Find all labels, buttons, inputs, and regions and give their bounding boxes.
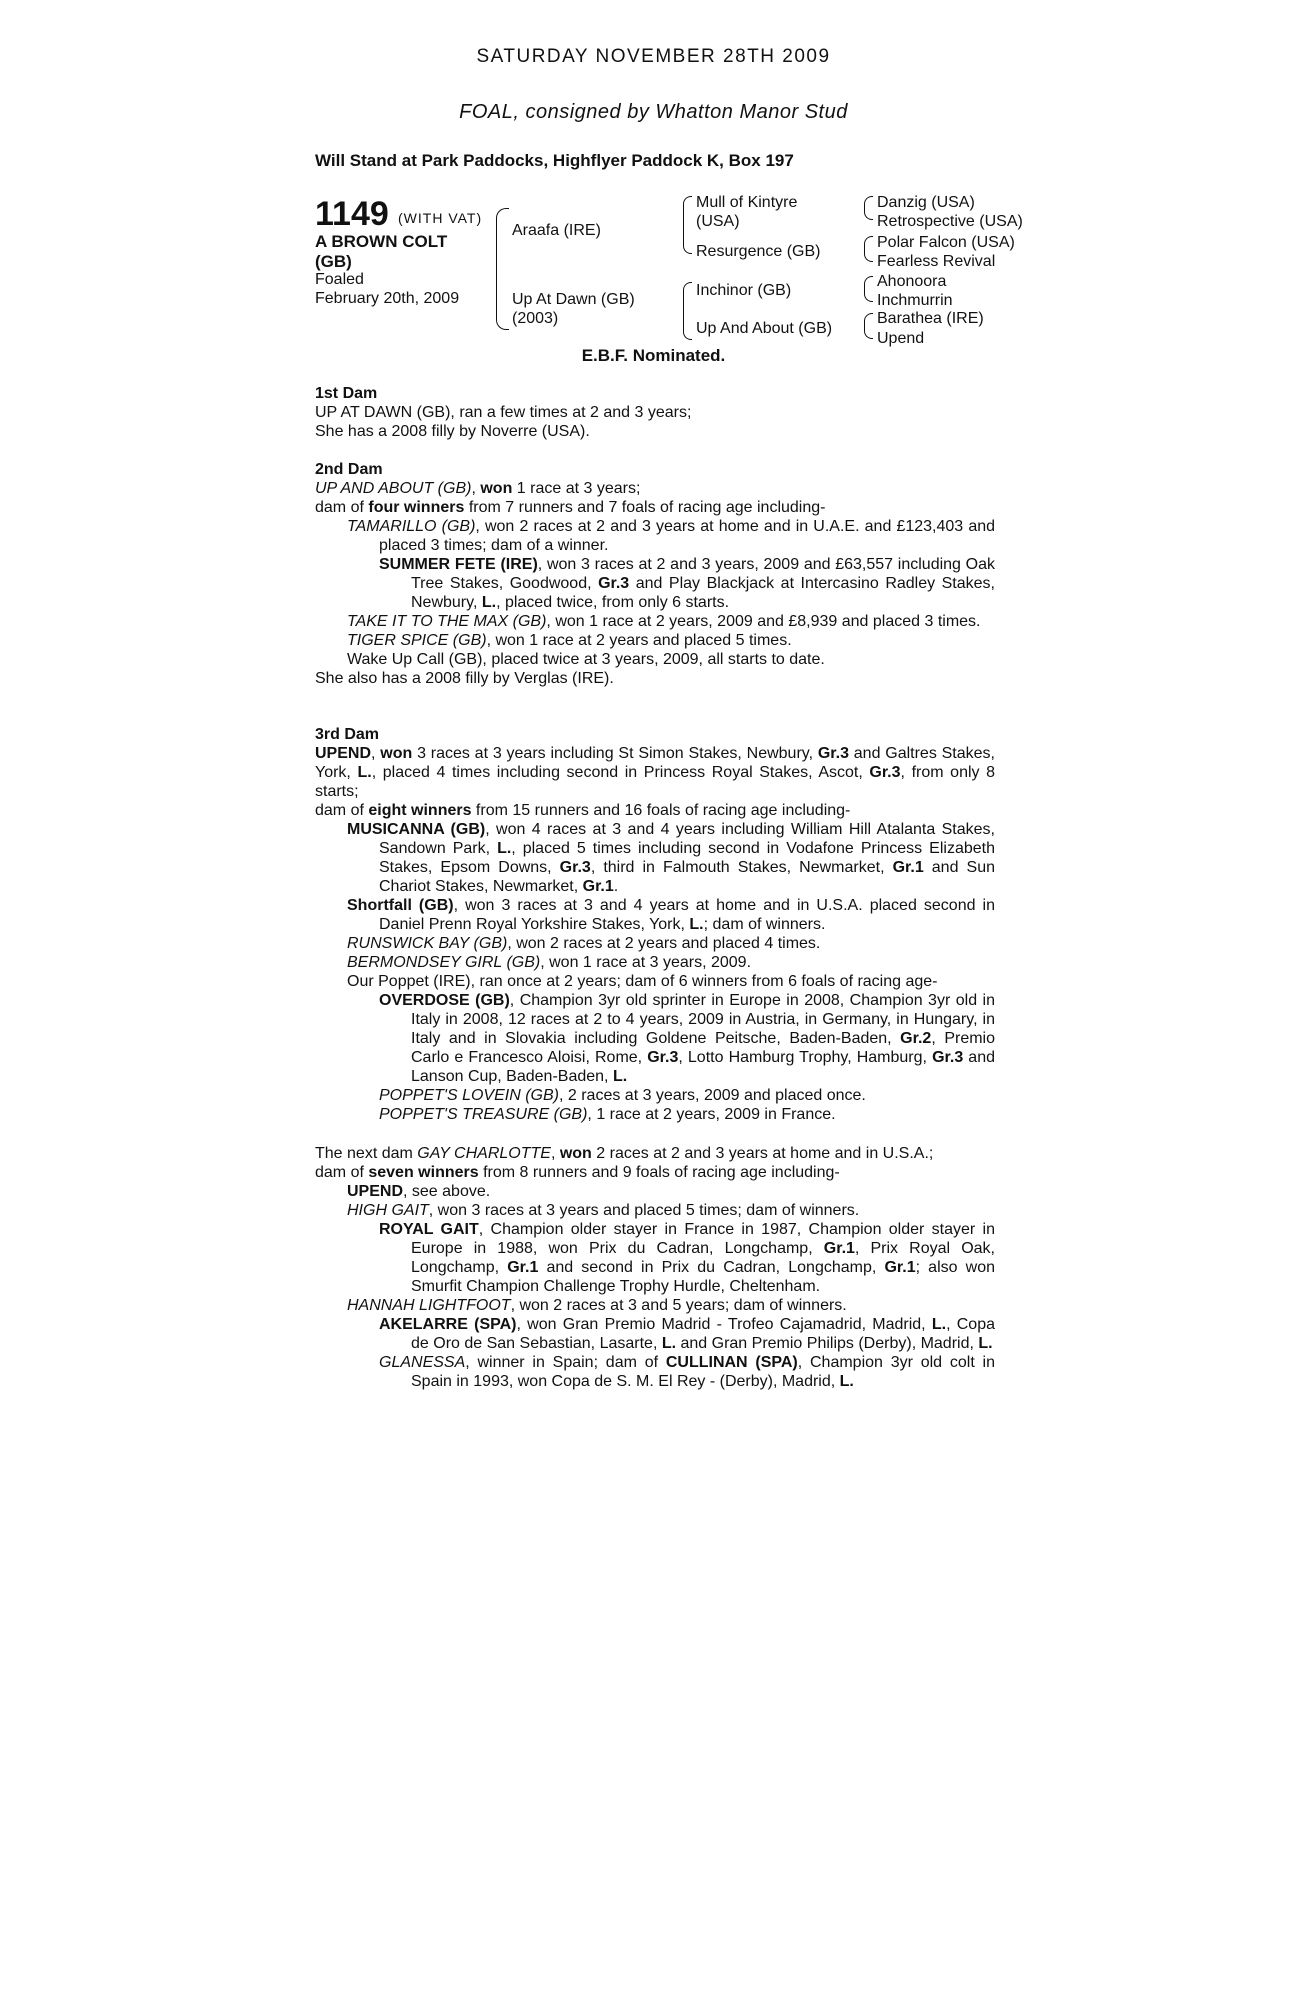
first-dam-heading: 1st Dam (315, 385, 378, 402)
produce-musicanna: MUSICANNA (GB), won 4 races at 3 and 4 years including William Hill Atalanta Stakes, Sandown Park, L., placed 5 times including second in Vodafone Princess Elizabeth Stakes, Epsom Downs, Gr.3, third in Falmouth Stakes, Newmarket, Gr.1 and Sun Chariot Stakes, Newmarket, Gr.1. (347, 821, 995, 895)
pedigree-sire-dam: Resurgence (GB) (696, 243, 821, 260)
next-dam-produce-summary: dam of seven winners from 8 runners and 9 foals of racing age including- (315, 1164, 840, 1181)
produce-take-it-to-the-max: TAKE IT TO THE MAX (GB), won 1 race at 2 years, 2009 and £8,939 and placed 3 times. (347, 613, 981, 630)
second-dam-record: UP AND ABOUT (GB), won 1 race at 3 years; (315, 480, 641, 497)
first-dam-line2: She has a 2008 filly by Noverre (USA). (315, 423, 590, 440)
produce-our-poppet: Our Poppet (IRE), ran once at 2 years; dam of 6 winners from 6 foals of racing age- (347, 973, 938, 990)
pedigree-g2: Retrospective (USA) (877, 213, 1023, 230)
produce-glanessa: GLANESSA, winner in Spain; dam of CULLINAN (SPA), Champion 3yr old colt in Spain in 1993, won Copa de S. M. El Rey - (Derby), Madrid, L. (379, 1354, 995, 1390)
produce-upend: UPEND, see above. (347, 1183, 491, 1200)
pedigree-brace-sire (683, 196, 692, 254)
produce-akelarre: AKELARRE (SPA), won Gran Premio Madrid - Trofeo Cajamadrid, Madrid, L., Copa de Oro de San Sebastian, Lasarte, L. and Gran Premio Philips (Derby), Madrid, L. (379, 1316, 996, 1352)
sale-date: SATURDAY NOVEMBER 28TH 2009 (476, 46, 831, 67)
pedigree-brace-main (496, 208, 509, 330)
pedigree-brace-g3 (864, 276, 873, 302)
pedigree-dam (512, 290, 635, 328)
lot-description-line2: (GB) (315, 252, 352, 271)
third-dam-produce-summary: dam of eight winners from 15 runners and 16 foals of racing age including- (315, 802, 851, 819)
pedigree-brace-dam (683, 282, 692, 340)
pedigree-dam-line2: (2003) (512, 310, 559, 327)
pedigree-dam-dam: Up And About (GB) (696, 320, 833, 337)
pedigree-g8: Upend (877, 330, 925, 347)
pedigree-dam-sire: Inchinor (GB) (696, 282, 792, 299)
produce-bermondsey-girl: BERMONDSEY GIRL (GB), won 1 race at 3 years, 2009. (347, 954, 752, 971)
produce-wake-up-call: Wake Up Call (GB), placed twice at 3 years, 2009, all starts to date. (347, 651, 825, 668)
first-dam-section (315, 384, 995, 441)
pedigree-g4: Fearless Revival (877, 253, 996, 270)
produce-royal-gait: ROYAL GAIT, Champion older stayer in France in 1987, Champion older stayer in Europe in 1988, won Prix du Cadran, Longchamp, Gr.1, Prix Royal Oak, Longchamp, Gr.1 and second in Prix du Cadran, Longchamp, Gr.1; also won Smurfit Champion Challenge Trophy Hurdle, Cheltenham. (379, 1221, 996, 1295)
pedigree-dam-line1: Up At Dawn (GB) (512, 291, 635, 308)
pedigree-g1: Danzig (USA) (877, 194, 975, 211)
foaled-info (315, 270, 459, 308)
third-dam-record: UPEND, won 3 races at 3 years including St Simon Stakes, Newbury, Gr.3 and Galtres Stakes, York, L., placed 4 times including second in Princess Royal Stakes, Ascot, Gr.3, from only 8 starts; (315, 745, 996, 800)
produce-high-gait: HIGH GAIT, won 3 races at 3 years and placed 5 times; dam of winners. (347, 1202, 860, 1219)
pedigree-g6: Inchmurrin (877, 292, 953, 309)
pedigree-brace-g2 (864, 236, 873, 262)
produce-summer-fete: SUMMER FETE (IRE), won 3 races at 2 and 3 years, 2009 and £63,557 including Oak Tree Stakes, Goodwood, Gr.3 and Play Blackjack at Intercasino Radley Stakes, Newbury, L., placed twice, from only 6 starts. (379, 556, 996, 611)
vat-label: (WITH VAT) (398, 210, 483, 226)
pedigree-g3: Polar Falcon (USA) (877, 234, 1015, 251)
ebf-nominated: E.B.F. Nominated. (581, 346, 726, 365)
produce-tiger-spice: TIGER SPICE (GB), won 1 race at 2 years and placed 5 times. (347, 632, 792, 649)
pedigree-brace-g1 (864, 196, 873, 220)
pedigree-g7: Barathea (IRE) (877, 310, 984, 327)
second-dam-produce-summary: dam of four winners from 7 runners and 7 foals of racing age including- (315, 499, 826, 516)
first-dam-line1: UP AT DAWN (GB), ran a few times at 2 and 3 years; (315, 404, 692, 421)
pedigree-sire-sire (696, 193, 797, 231)
pedigree-sire: Araafa (IRE) (512, 222, 601, 239)
third-dam-heading: 3rd Dam (315, 726, 380, 743)
pedigree-brace-g4 (864, 313, 873, 339)
second-dam-section (315, 460, 995, 688)
produce-shortfall: Shortfall (GB), won 3 races at 3 and 4 years at home and in U.S.A. placed second in Daniel Prenn Royal Yorkshire Stakes, York, L.; dam of winners. (347, 897, 995, 933)
pedigree-g5: Ahonoora (877, 273, 947, 290)
stand-location: Will Stand at Park Paddocks, Highflyer Paddock K, Box 197 (315, 151, 794, 170)
produce-overdose: OVERDOSE (GB), Champion 3yr old sprinter in Europe in 2008, Champion 3yr old in Italy in 2008, 12 races at 2 to 4 years, 2009 in Austria, in Germany, in Hungary, in Italy and in Slovakia including Goldene Peitsche, Baden-Baden, Gr.2, Premio Carlo e Francesco Aloisi, Rome, Gr.3, Lotto Hamburg Trophy, Hamburg, Gr.3 and Lanson Cup, Baden-Baden, L. (379, 992, 996, 1085)
lot-description (315, 232, 447, 272)
consignor-line: FOAL, consigned by Whatton Manor Stud (459, 101, 848, 123)
second-dam-2008-filly: She also has a 2008 filly by Verglas (IRE). (315, 670, 614, 687)
produce-hannah-lightfoot: HANNAH LIGHTFOOT, won 2 races at 3 and 5 years; dam of winners. (347, 1297, 847, 1314)
foaled-date: February 20th, 2009 (315, 290, 460, 307)
next-dam-section (315, 1144, 995, 1391)
next-dam-record: The next dam GAY CHARLOTTE, won 2 races at 2 and 3 years at home and in U.S.A.; (315, 1145, 934, 1162)
pedigree-sire-sire-line1: Mull of Kintyre (696, 194, 798, 211)
foaled-label: Foaled (315, 271, 364, 288)
lot-number: 1149 (315, 195, 389, 233)
lot-description-line1: A BROWN COLT (315, 232, 448, 251)
produce-tamarillo: TAMARILLO (GB), won 2 races at 2 and 3 years at home and in U.A.E. and £123,403 and placed 3 times; dam of a winner. (347, 518, 996, 554)
second-dam-heading: 2nd Dam (315, 461, 383, 478)
produce-poppets-lovein: POPPET'S LOVEIN (GB), 2 races at 3 years, 2009 and placed once. (379, 1087, 866, 1104)
pedigree-sire-sire-line2: (USA) (696, 213, 740, 230)
produce-poppets-treasure: POPPET'S TREASURE (GB), 1 race at 2 years, 2009 in France. (379, 1106, 836, 1123)
produce-runswick-bay: RUNSWICK BAY (GB), won 2 races at 2 years and placed 4 times. (347, 935, 821, 952)
third-dam-section (315, 725, 995, 1124)
